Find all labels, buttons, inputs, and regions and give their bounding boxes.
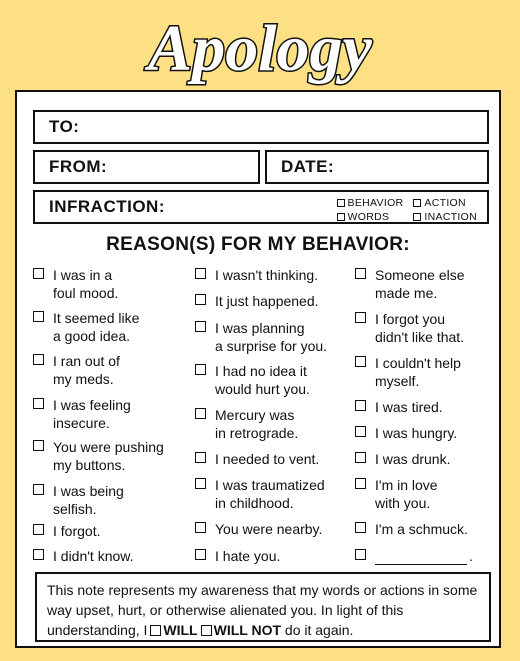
reason-item[interactable]: I couldn't help myself. (355, 354, 461, 390)
reason-item[interactable]: I'm a schmuck. (355, 520, 468, 538)
infraction-option[interactable]: BEHAVIOR (337, 196, 404, 210)
checkbox-icon[interactable] (195, 452, 206, 463)
reason-item[interactable]: It just happened. (195, 292, 319, 310)
infraction-option[interactable]: INACTION (413, 210, 477, 224)
checkbox-icon[interactable] (355, 522, 366, 533)
checkbox-icon[interactable] (337, 213, 345, 221)
infraction-label: INFRACTION: (49, 197, 165, 216)
reason-item[interactable]: I was tired. (355, 398, 443, 416)
checkbox-icon[interactable] (33, 549, 44, 560)
will-not-checkbox-icon[interactable] (201, 625, 212, 636)
apology-title-art (0, 4, 520, 88)
checkbox-icon[interactable] (355, 268, 366, 279)
reason-item[interactable]: I was drunk. (355, 450, 450, 468)
checkbox-icon[interactable] (337, 199, 345, 207)
checkbox-icon[interactable] (195, 408, 206, 419)
reason-item[interactable]: I was in a foul mood. (33, 266, 118, 302)
checkbox-icon[interactable] (33, 354, 44, 365)
checkbox-icon[interactable] (355, 478, 366, 489)
title-text: Apology (148, 12, 372, 85)
checkbox-icon[interactable] (195, 364, 206, 375)
awareness-note: This note represents my awareness that my words or actions in some way upset, hurt, or otherwise alienated you. In light of this understanding, I WILL WILL NOT do it again. (35, 572, 491, 642)
reason-item-blank[interactable]: . (355, 547, 473, 565)
reason-item[interactable]: I needed to vent. (195, 450, 319, 468)
checkbox-icon[interactable] (33, 268, 44, 279)
checkbox-icon[interactable] (413, 199, 421, 207)
checkbox-icon[interactable] (195, 321, 206, 332)
blank-line[interactable] (375, 550, 467, 565)
reason-item[interactable]: I was traumatized in childhood. (195, 476, 325, 512)
reason-item[interactable]: I didn't know. (33, 547, 134, 565)
checkbox-icon[interactable] (355, 426, 366, 437)
date-field[interactable] (265, 150, 489, 184)
to-label: TO: (49, 117, 80, 136)
infraction-options (337, 196, 477, 224)
checkbox-icon[interactable] (195, 268, 206, 279)
infraction-field[interactable] (33, 190, 489, 224)
reason-item[interactable]: I wasn't thinking. (195, 266, 318, 284)
infraction-option[interactable]: ACTION (413, 196, 477, 210)
reason-item[interactable]: You were pushing my buttons. (33, 438, 164, 474)
reason-item[interactable]: I was feeling insecure. (33, 396, 131, 432)
apology-title (0, 4, 520, 88)
checkbox-icon[interactable] (195, 294, 206, 305)
reason-item[interactable]: Someone else made me. (355, 266, 465, 302)
checkbox-icon[interactable] (195, 522, 206, 533)
from-field[interactable] (33, 150, 260, 184)
reason-item[interactable]: I hate you. (195, 547, 280, 565)
reasons-heading: REASON(S) FOR MY BEHAVIOR: (106, 234, 410, 255)
checkbox-icon[interactable] (355, 356, 366, 367)
checkbox-icon[interactable] (355, 549, 366, 560)
reason-item[interactable]: Mercury was in retrograde. (195, 406, 298, 442)
reason-item[interactable]: I'm in love with you. (355, 476, 438, 512)
checkbox-icon[interactable] (33, 311, 44, 322)
reason-item[interactable]: You were nearby. (195, 520, 322, 538)
checkbox-icon[interactable] (195, 478, 206, 489)
reason-item[interactable]: I was planning a surprise for you. (195, 319, 327, 355)
reason-item[interactable]: I was being selfish. (33, 482, 124, 518)
reason-item[interactable]: I forgot. (33, 522, 100, 540)
checkbox-icon[interactable] (33, 398, 44, 409)
reason-item[interactable]: I was hungry. (355, 424, 457, 442)
reason-item[interactable]: I ran out of my meds. (33, 352, 120, 388)
reason-item[interactable]: It seemed like a good idea. (33, 309, 139, 345)
checkbox-icon[interactable] (355, 452, 366, 463)
checkbox-icon[interactable] (33, 524, 44, 535)
reason-item[interactable]: I forgot you didn't like that. (355, 310, 464, 346)
from-label: FROM: (49, 157, 108, 176)
checkbox-icon[interactable] (355, 400, 366, 411)
to-field[interactable] (33, 110, 489, 144)
date-label: DATE: (281, 157, 335, 176)
infraction-option[interactable]: WORDS (337, 210, 404, 224)
checkbox-icon[interactable] (355, 312, 366, 323)
checkbox-icon[interactable] (33, 440, 44, 451)
checkbox-icon[interactable] (195, 549, 206, 560)
checkbox-icon[interactable] (33, 484, 44, 495)
apology-form (15, 90, 501, 648)
will-checkbox-icon[interactable] (150, 625, 161, 636)
reason-item[interactable]: I had no idea it would hurt you. (195, 362, 310, 398)
checkbox-icon[interactable] (413, 213, 421, 221)
